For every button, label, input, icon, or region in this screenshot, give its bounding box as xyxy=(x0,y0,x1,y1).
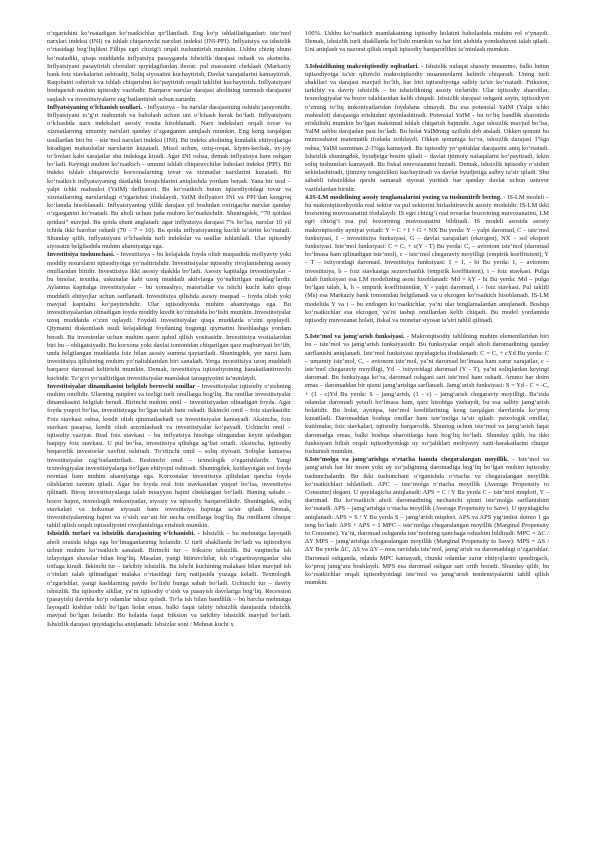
paragraph-text: - Ishsizlik – bu mehnatga layoqatli aholi orasida ishga ega bo‘lmaganlarning holatidir. U turli shakllarda bo‘ladi va iqtisodiyot uchun muhim ko‘rsatkich sanaladi. Birinchi tur – friksion ishsizlik. Bu vaqtincha ish izlayotgan shaxslar bilan bog‘liq. Masalan, yangi bitiruvchilar, ish o‘zgartirayotganlar shu toifaga kiradi. Ikkinchi tur – tarkibiy ishsizlik. Bu ishchi kuchining malakasi bilan mavjud ish o‘rinlari talab qilinadigan malaka o‘rtasidagi farq natijasida yuzaga keladi. Texnologik o‘zgarishlar, yangi kasblarning paydo bo‘lishi bunga sabab bo‘ladi. Uchinchi tur – davriy ishsizlik. Bu iqtisodiy sikllar, ya’ni iqtisodiy o‘sish va pasayish davrlariga bog‘liq. Recession (pasayish) davrida ko‘p odamlar ishsiz qoladi. To‘la ish bilan bandlilik – bu barcha mehnatga layoqatli kishilar ishli bo‘lgan holat emas, balki faqat tabiiy ishsizlik darajasida ishsizlik mavjud bo‘lgan holatdir. Bu holatda faqat friksion va tarkibiy ishsizlik mavjud bo‘ladi. Ishsizlik darajasi quyidagicha aniqlanadi: Ishsizlar soni / Mehnat kuchi x xyxy=(47,530,291,628)
paragraph-heading: 4.IS-LM modelining asosiy tenglamalarini yozing va tushuntirib bering. xyxy=(305,193,502,201)
paragraph xyxy=(47,530,291,628)
paragraph xyxy=(305,333,549,456)
paragraph-gap xyxy=(305,325,549,333)
document-page xyxy=(47,30,549,820)
left-column xyxy=(47,30,291,820)
paragraph-heading: Investitsiyalar dinamikasini belgilab beruvchi omillar xyxy=(47,382,196,390)
paragraph-heading: Inflyatsiyaning o‘lchanish usullari. xyxy=(47,103,143,111)
paragraph xyxy=(305,63,549,194)
paragraph xyxy=(47,30,291,104)
paragraph-heading: 6.Iste’molga va jamg‘arishga o‘rtacha hamda chegaralangan moyillik. xyxy=(305,456,509,464)
paragraph-heading: 5.Iste’mol va jamg‘arish funksiyasi. xyxy=(305,333,405,341)
paragraph-heading: Investitsiya tushunchasi. xyxy=(47,251,115,259)
paragraph-text: o‘zgarishini ko‘rsatadigan ko‘rsatkichlar qo‘llaniladi. Eng ko‘p ishlatiladiganlari: iste’mol narxlari indeksi (INI) va ishlab chiqaruvchi narxlari indeksi (INI-PPI). Inflyatsiya va ishsizlik o‘rtasidagi bog‘liqlikni Fillips egri chizig‘i orqali tushuntirish mumkin. Ushbu chiziq shuni ko‘rsatadiki, qisqa muddatda inflyatsiya pasayganda ishsizlik darajasi oshadi va aksincha. Inflyatsiyani pasaytirish choralari quyidagilardan iborat: pul massasini cheklash (Markaziy bank foiz stavkalarini oshiradi), Soliq siyosatini kuchaytirish, Davlat xarajatlarini kamaytirish, Raqobatni oshirish va ishlab chiqarishni ko‘paytirish orqali taklifni kuchaytirish. Inflyatsiyani boshqarish muhim iqtisodiy vazifadir. Barqaror narxlar darajasi aholining turmush darajasini saqlash va investitsiyalarni rag‘batlantirish uchun zarurdir. xyxy=(47,30,291,103)
paragraph xyxy=(305,30,549,55)
paragraph-text: - Investitsiya – bu kelajakda foyda olish maqsadida moliyaviy yoki moddiy resurslarni iqtisodiyotga yo‘naltirishdir. Investitsiyalar iqtisodiy rivojlanishning asosiy omillaridan biridir. Investitsiya ikki asosiy shaklda bo‘ladi. Asosiy kapitalga investitsiyalar – bu binolar, texnika, uskunalar kabi uzoq muddatli aktivlarga yo‘naltirilgan mablag‘lardir. Aylanma kapitalga investitsiyalar – bu xomashyo, materiallar va ishchi kuchi kabi qisqa muddatli ehtiyojlar uchun sarflanadi. Investitsiya qilishda asosiy maqsad – foyda olish yoki mavjud kapitalni ko‘paytirishdir. Ular iqtisodiyotda muhim ahamiyatga ega. Bu investitsiyalardan olinadigan foyda moddiy kredit ko‘rinishida bo‘lishi mumkin. Investitsiyalar uzoq muddatda o‘zini oqlaydi. Foydali investitsiyalar qisqa muddatda o‘zini qoplaydi. Qiymatni diskontlash usuli kelajakdagi foydaning bugungi qiymatini hisoblashga yordam beradi. Bu investorlar uchun muhim qaror qabul qilish vositasidir. Investitsiya vositalaridan biri bu – obligatsiyadir. Bu korxona yoki davlat tomonidan chiqarilgan qarz majburiyati bo‘lib, unda belgilangan muddatda foiz bilan asosiy summa qaytariladi. Shuningdek, yer narxi ham investitsiya qilishning muhim yo‘nalishlaridan biri sanaladi. Yerga investitsiya uzoq muddatli barqaror daromad keltirishi mumkin. Demak, investitsiya iqtisodiyotning harakatlantiruvchi kuchidir. To‘g‘ri yo‘naltirilgan investitsiyalar mamlakat taraqqiyotini ta’minlaydi. xyxy=(47,251,291,382)
paragraph-heading: Ishsizlik turlari va ishsizlik darajasining o‘lchanishi. xyxy=(47,530,195,538)
paragraph-text: - Makroiqtisodiy tahlilning muhim elementlaridan biri bu – iste’mol va jamg‘arish funksiyasidir. Bu funksiyalar orqali aholi daromadining qanday sarflanishi aniqlanadi. Iste’mol funksiyasi quyidagicha ifodalanadi: C = Cₐ + cYd Bu yerda: C – umumiy iste’mol, Cₐ – avtonom iste’mol, ya’ni daromad bo‘lmasa ham zarur xarajatlar, c – iste’mol chegaraviy moyilligi, Yd – ixtiyoridagi daromad (Y - T), ya’ni soliqlardan keyingi daromad. Bu funksiyaga ko‘ra, daromad oshgani sari iste’mol ham oshadi. Ammo har doim emas – daromaddan bir qismi jamg‘arishga sarflanadi. Jamg‘arish funksiyasi: S = Yd - C = -Cₐ + (1 - c)Yd Bu yerda: S – jamg‘arish, (1 - c) – jamg‘arish chegaraviy moyilligi. Ba’zida odamlar daromadi yetarli bo‘lmasa ham, qarz hisobiga yashaydi, bu esa salbiy jamg‘arish holatidir. Bu holat, ayniqsa, iste’mol kreditlarining keng tarqalgan davrlarida ko‘proq kuzatiladi. Daromaddan boshqa omillar ham iste’molga ta’sir qiladi: psixologik omillar, kutilmalar, foiz stavkalari, iqtisodiy barqarorlik. Shuning uchun iste’mol va jamg‘arish faqat daromadga emas, balki boshqa sharoitlarga ham bog‘liq bo‘ladi. Shunday qilib, bu ikki funksiyani bilish orqali iqtisodiyotdagi uy xo‘jaliklari moliyaviy xatti-harakatlarini chuqur tushunish mumkin. xyxy=(305,333,549,455)
paragraph xyxy=(47,383,291,531)
paragraph xyxy=(47,251,291,382)
paragraph-text: - Iste’mol va jamg‘arish har bir inson yoki uy xo‘jaligining daromadiga bog‘liq bo‘lgan muhim iqtisodiy tushunchalardir. Bu ikki tushunchani o‘rganishda o‘rtacha va chegaralangan moyillik ko‘rsatkichlari ishlatiladi. APC – iste’molga o‘rtacha moyillik (Average Propensity to Consume) degani. U quyidagicha aniqlanadi: APS = C / Y Bu yerda C – iste’mol miqdori, Y – daromad. Bu ko‘rsatkich aholi daromadining nechanchi qismi iste’molga sarflanishini ko‘rsatadi. APS – jamg‘arishga o‘rtacha moyillik (Average Propensity to Save). U quyidagicha aniqlanadi: APS = S / Y Bu yerda S – jamg‘arish miqdori. APS va APS yig‘indisi doimo 1 ga teng bo‘ladi: APS + APS = 1 MPC – iste’molga chegaralangan moyillik (Marginal Propensity to Consume). Ya’ni, daromad oshganda iste’molning qanchaga oshishini bildiradi: MPC = ΔC / ΔY MPS – jamg‘arishga chegaralangan moyillik (Marginal Propensity to Save): MPS = ΔS / ΔY Bu yerda ΔC, ΔS va ΔY – mos ravishda iste’mol, jamg‘arish va daromaddagi o‘zgarishlar. Daromad oshganda, odatda MPC kamayadi, chunki odamlar zarur ehtiyojlarini qondirgach, ko‘proq jamg‘ara boshlaydi. MPS esa daromad oshgan sari ortib boradi. Shunday qilib, bu ko‘rsatkichlar orqali iqtisodiyotdagi iste’mol va jamg‘arish tendensiyalarini tahlil qilish mumkin. xyxy=(305,456,549,587)
paragraph-text: 100%. Ushbu ko‘rsatkich mamlakatning iqtisodiy holatini baholashda muhim rol o‘ynaydi. Demak, ishsizlik turli shakllarda bo‘lishi mumkin va har biri alohida yondashuvni talab qiladi. Uni aniqlash va nazorat qilish orqali iqtisodiy barqarorlikni ta’minlash mumkin. xyxy=(305,30,549,54)
paragraph-text: - Inflyatsiya – bu narxlar darajasining oshishi jarayonidir. Inflyatsiyani to‘g‘ri tushunish va baholash uchun uni o‘lchash kerak bo‘ladi. Inflyatsiyani o‘lchashda narx indekslari asosiy vosita hisoblanadi. Narx indekslari orqali tovar va xizmatlarning umumiy narxlari qanday o‘zgarganini aniqlash mumkin. Eng keng tarqalgan usullardan biri bu – iste’mol narxlari indeksi (INI). Bu indeks aholining kundalik ehtiyojlariga kiradigan mahsulotlar narxlarini kuzatadi. Misol uchun, oziq-ovqat, kiyim-kechak, uy-joy to‘lovlari kabi xarajatlar shu indeksga kiradi. Agar INI oshsa, demak inflyatsiya ham oshgan bo‘ladi. Keyingi muhim ko‘rsatkich – umumi ishlab chiqaruvchilar baholari indeksi (PPI). Bu indeks ishlab chiqaruvchi korxonalarning tovar va xizmatlar narxlarini kuzatadi. Bu ko‘rsatkich inflyatsiyaning dastlabki bosqichlarini aniqlashda yordam beradi. Yana bir usul – yalpi ichki mahsulot (YaIM) deflyatori. Bu ko‘rsatkich butun iqtisodiyotdagi tovar va xizmatlarning narxlaridagi o‘zgarishni ifodalaydi. YaIM deflyatori INI va PPI’dan kengroq ko‘lamda hisoblanadi. Inflyatsiyaning yillik darajasi yil boshidan oxirigacha narxlar qanday o‘zgarganini ko‘rsatadi. Bu aholi uchun juda muhim ko‘rsatkichdir. Shuningdek, “70 qoidasi qoidasi” mavjud. Bu qoida shuni anglatadi: agar inflyatsiya darajasi 7% bo‘lsa, narxlar 10 yil ichida ikki barobar oshadi (70 ÷ 7 = 10). Bu qoida inflyatsiyaning kuchli ta’sirini ko‘rsatadi. Shunday qilib, inflyatsiyani o‘lchashda turli indekslar va usullar ishlatiladi. Ular iqtisodiy siyosatni belgilashda muhim ahamiyatga ega. xyxy=(47,103,291,251)
paragraph-text: - Ishsizlik nafaqat shaxsiy muammo, balki butun iqtisodiyotga ta’sir qiluvchi makroiqtisodiy muammolarni keltirib chiqaradi. Uning turli shakllari va darajasi mavjud bo‘lib, har biri iqtisodiyotga salbiy ta’sir ko‘rsatadi. Friksion, tarkibiy va davriy ishsizlik – bu ishsizlikning asosiy turlaridir. Ular iqtisodiy sharoitlar, texnologiyalar va bozor talablaridan kelib chiqadi. Ishsizlik darajasi oshgani sayin, iqtisodiyot o‘zining to‘liq imkoniyatlaridan foydalana olmaydi. Bu esa potensial YaIM (Yalpi ichki mahsulot) darajasiga erishishni qiyinlashtiradi. Potensial YaIM - bu to‘liq bandlik sharoitida erishilishi mumkin bo‘lgan maksimal ishlab chiqarish hajmidir. Agar ishsizlik mavjud bo‘lsa, YaIM ushbu darajadan past bo‘ladi. Bu holat YaIMning uzilishi deb ataladi. Okken qonuni bu munosabatni matematik ifodada izohlaydi. Okken qonuniga ko‘ra, ishsizlik darajasi 1%ga oshsa, YaIM taxminan 2-3%ga kamayadi. Bu iqtisodiy yo‘qotishlar darajasini aniq ko‘rsatadi. Ishsizlik shuningdek, byudjetga bosim qiladi – davlat ijtimoiy nafaqalarni ko‘paytiradi, lekin soliq tushumlari kamayadi. Bu fiskal muvozanatni buzadi. Demak, ishsizlik iqtisodiy o‘sishni sekinlashtiradi, ijtimoiy tengsizlikni kuchaytiradi va davlat byudjetiga salbiy ta’sir qiladi. Shu sababli ishsizlikka qarshi samarali siyosat yuritish har qanday davlat uchun ustuvor vazifalardan biridir. xyxy=(305,62,549,193)
paragraph xyxy=(305,194,549,325)
paragraph xyxy=(47,104,291,252)
paragraph xyxy=(305,456,549,587)
paragraph-heading: 3.Ishsizlikning makroiqtisodiy oqibatlari. xyxy=(305,62,419,70)
paragraph-text: - Investitsiyalar iqtisodiy o‘sishning muhim omilidir. Ularning miqdori va tezligi turli omillarga bog‘liq. Bu omillar investitsiyalar dinamikasini belgilab beradi. Birinchi muhim omil – investitsiyadan olinadigan foyda. Agar foyda yuqori bo‘lsa, investitsiyaga bo‘lgan talab ham oshadi. Ikkinchi omil – foiz stavkasidir. Foiz stavkasi oshsa, kredit olish qimmatlashadi va investitsiyalar kamayadi. Aksincha, foiz stavkasi pasaysa, kredit olish arzonlashadi va investitsiyalar ko‘payadi. Uchinchi omil – iqtisodiy vaziyat. Real foiz stavkasi – bu inflyatsiya hisobga olingandan keyin qoladigan haqiqiy foiz stavkasi. U pul bo‘lsa, investitsiya qilishga ag‘bat ortadi. Aksincha, Iqtisodiy beqarorlik investorlar xavfini oshiradi. To‘rtinchi omil – soliq siyosati. Soliqlar kamaysa investitsiyalar rag‘batlantiriladi. Beshinchi omil – texnologik o‘zgarishlardir. Yangi texnologiyalar investitsiyalarga bo‘lgan ehtiyojni oshiradi. Shuningdek, kutilayotgan sof foyda normasi ham muhim ahamiyatga ega. Korxonalar investitsiya qilishdan qancha foyda olishlarini taxmin qiladi. Agar bu foyda real foiz stavkasidan yuqori bo‘lsa, investitsiya qilinadi. Biroq investitsiyalarga talab muayyan hajmi cheklangan bo‘ladi. Buning sababi – bozor hajmi, texnologik imkoniyatlar, siyosiy va iqtisodiy barqarorlikdir. Shuningdek, soliq stavkalari va hukumat siyosati ham investitsiya hajmiga ta’sir qiladi. Demak, investitsiyalarning hajmi va o‘sish sur’ati bir necha omillarga bog‘liq. Bu omillarni chuqur tahlil qilish orqali iqtisodiyotni rivojlanishiga erishish mumkin. xyxy=(47,382,291,530)
paragraph-gap xyxy=(305,55,549,63)
right-column xyxy=(305,30,549,820)
paragraph-text: - IS-LM modeli – bu makroiqtisodiyotda real sektor va pul sektorini birlashtiruvchi asosiy modeldir. IS-LM ikki bozorning muvozanatini ifodalaydi: IS egri chizig‘i real tovarlar bozorining muvozanatini, LM egri chizig‘i esa pul bozorining muvozanatini bildiradi. IS modeli asosida asosiy makroiqtisodiy ayniyat yotadi: Y = C + I + G + NX Bu yerda: Y – yalpi daromad, C – iste’mol funksiyasi, I – investitsiya funksiyasi, G – davlat xarajatlari (ekzogen), NX – sof eksport funksiyasi. Iste’mol funksiyasi: C = Cₐ + c(Y - T) Bu yerda: Cₐ – avtonom iste’mol (daromad bo‘lmasa ham qilinadigan iste’mol), c – iste’mol chegaraviy moyilligi (empirik koeffitsient), Y - T – ixtiyoridagi daromad. Investitsiya funksiyasi: I = Iₐ - bi Bu yerda: Iₐ – avtonom investitsiya, b – foiz stavkasiga sezuvchanlik (empirik koeffitsient), i – foiz stavkasi. Pulga talab funksiyasi esa LM modelining asosi hisoblanadi: Md = kY - hi Bu yerda: Md – pulga bo‘lgan talab, k, h – empirik koeffitsientlar, Y - yalpi daromad, i - foiz stavkasi. Pul taklifi (Ms) esa Markaziy bank tomonidan belgilanadi va u ekzogen ko‘rsatkich hisoblanadi. IS-LM modelida Y va i – bu endogen ko‘rsatkichlar, ya’ni ular tenglamalardan aniqlanadi. Boshqa ko‘rsatkichlar esa ekzogen, ya’ni tashqi omillardan kelib chiqadi. Bu model yordamida iqtisodiy muvozanat holati, fiskal va monetar siyosat ta’siri tahlil qilinadi. xyxy=(305,193,549,324)
